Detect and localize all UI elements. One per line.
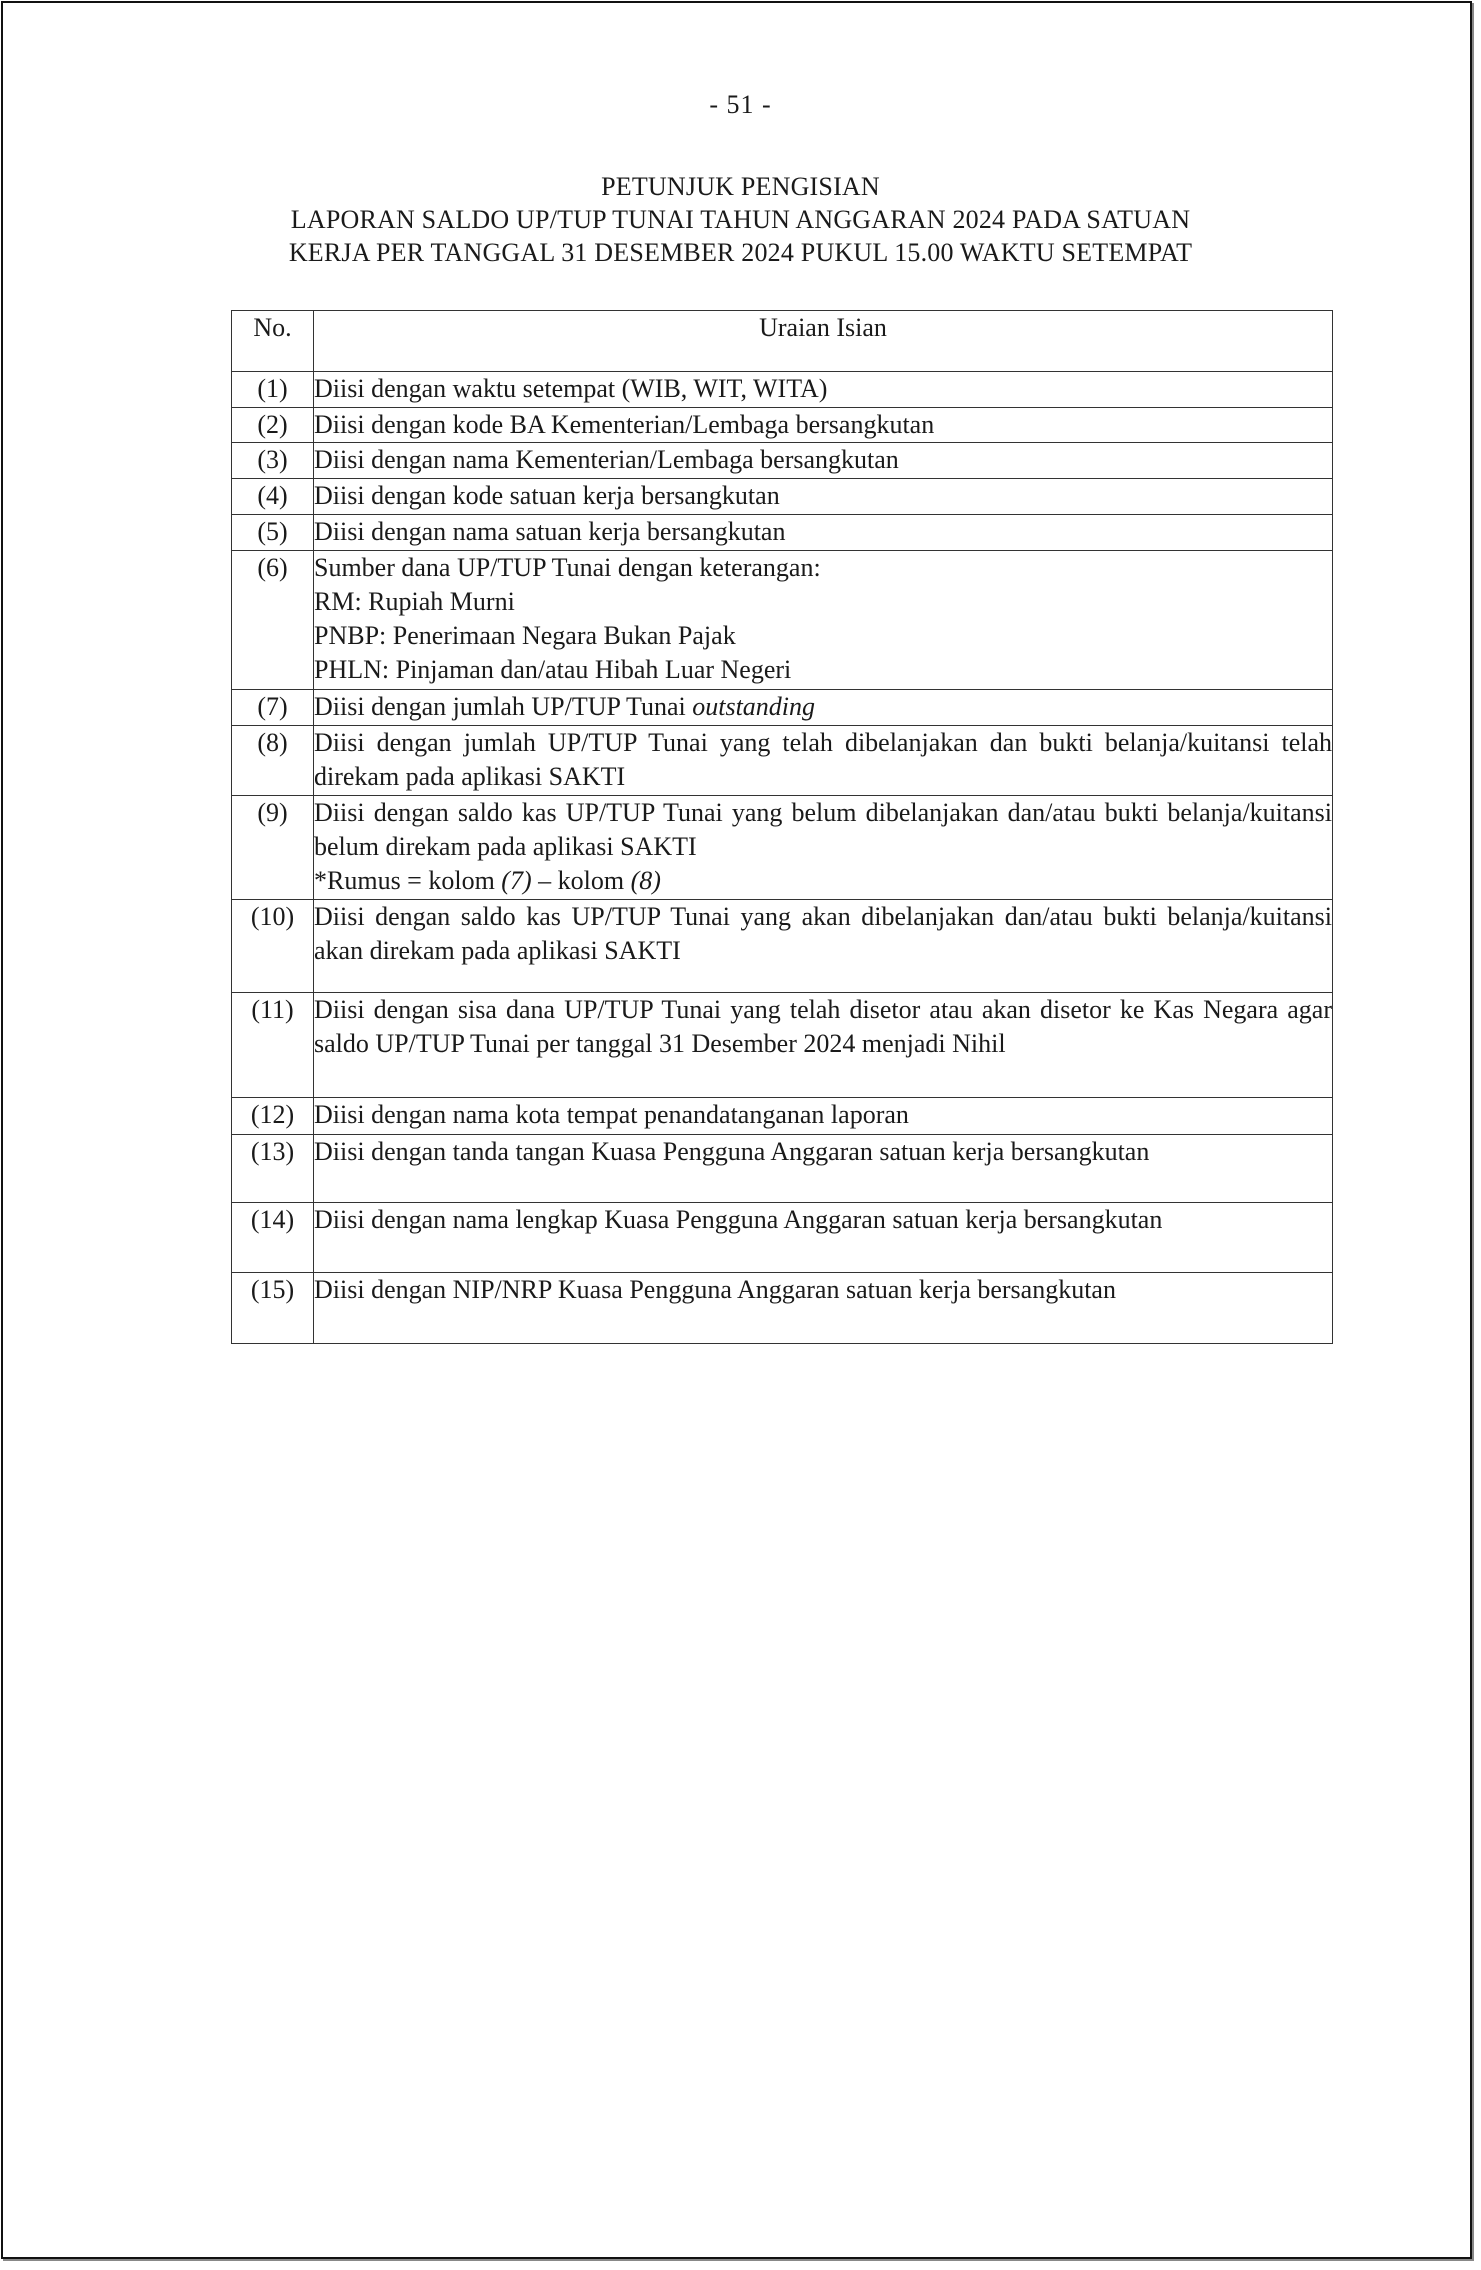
table-row [232,551,1333,690]
document-title [150,170,1331,269]
row-description: Diisi dengan saldo kas UP/TUP Tunai yang akan dibelanjakan dan/atau bukti belanja/kuitansi akan direkam pada aplikasi SAKTI [314,900,1333,993]
table-row [232,1098,1333,1135]
row-number: (1) [232,372,314,408]
formula-prefix: *Rumus = kolom [314,866,502,895]
row-description [314,551,1333,690]
table-row [232,408,1333,443]
row-description: Diisi dengan waktu setempat (WIB, WIT, WITA) [314,372,1333,408]
row-number: (6) [232,551,314,690]
title-line-3: KERJA PER TANGGAL 31 DESEMBER 2024 PUKUL 15.00 WAKTU SETEMPAT [288,238,1193,267]
source-phln: PHLN: Pinjaman dan/atau Hibah Luar Negeri [314,655,792,684]
row-description [314,690,1333,726]
row-number: (9) [232,796,314,900]
row-description-text: Diisi dengan jumlah UP/TUP Tunai [314,692,686,721]
row-description: Diisi dengan sisa dana UP/TUP Tunai yang telah disetor atau akan disetor ke Kas Negara agar saldo UP/TUP Tunai per tanggal 31 Desember 2024 menjadi Nihil [314,993,1333,1098]
row-number: (15) [232,1273,314,1344]
row-number: (12) [232,1098,314,1135]
table-row [232,900,1333,993]
formula-col-a: (7) [501,866,532,895]
source-rm: RM: Rupiah Murni [314,587,515,616]
row-description [314,796,1333,900]
row-number: (7) [232,690,314,726]
table-row [232,1273,1333,1344]
row-description: Diisi dengan jumlah UP/TUP Tunai yang telah dibelanjakan dan bukti belanja/kuitansi telah direkam pada aplikasi SAKTI [314,726,1333,796]
table-row [232,1203,1333,1273]
row-number: (4) [232,479,314,515]
italic-term: outstanding [692,692,816,721]
formula-col-b: (8) [630,866,661,895]
page-number: - 51 - [709,90,772,119]
table-row [232,1135,1333,1203]
row-description: Diisi dengan NIP/NRP Kuasa Pengguna Anggaran satuan kerja bersangkutan [314,1273,1333,1344]
table-row [232,993,1333,1098]
row-number: (3) [232,443,314,479]
row-description: Diisi dengan kode satuan kerja bersangkutan [314,479,1333,515]
header-description: Uraian Isian [314,311,1333,372]
row-description: Diisi dengan tanda tangan Kuasa Pengguna Anggaran satuan kerja bersangkutan [314,1135,1333,1203]
row-description: Diisi dengan kode BA Kementerian/Lembaga bersangkutan [314,408,1333,443]
header-no: No. [232,311,314,372]
formula [314,864,1332,898]
row-number: (14) [232,1203,314,1273]
row-description-text: Sumber dana UP/TUP Tunai dengan keterangan: [314,553,821,582]
table-row [232,690,1333,726]
table-row [232,372,1333,408]
title-line-1: PETUNJUK PENGISIAN [601,172,880,201]
row-number: (2) [232,408,314,443]
row-description: Diisi dengan nama satuan kerja bersangkutan [314,515,1333,551]
table-row [232,726,1333,796]
row-description: Diisi dengan nama lengkap Kuasa Pengguna Anggaran satuan kerja bersangkutan [314,1203,1333,1273]
row-number: (13) [232,1135,314,1203]
row-number: (8) [232,726,314,796]
table-header-row [232,311,1333,372]
table-row [232,796,1333,900]
row-number: (5) [232,515,314,551]
title-line-2: LAPORAN SALDO UP/TUP TUNAI TAHUN ANGGARAN 2024 PADA SATUAN [290,205,1191,234]
row-number: (11) [232,993,314,1098]
formula-mid: – kolom [531,866,631,895]
row-description: Diisi dengan nama kota tempat penandatanganan laporan [314,1098,1333,1135]
table-row [232,479,1333,515]
row-description: Diisi dengan nama Kementerian/Lembaga bersangkutan [314,443,1333,479]
row-number: (10) [232,900,314,993]
table-row [232,443,1333,479]
row-description-text: Diisi dengan saldo kas UP/TUP Tunai yang belum dibelanjakan dan/atau bukti belanja/kuitansi belum direkam pada aplikasi SAKTI [314,798,1332,861]
instruction-table [231,310,1333,1344]
source-pnbp: PNBP: Penerimaan Negara Bukan Pajak [314,621,736,650]
table-row [232,515,1333,551]
